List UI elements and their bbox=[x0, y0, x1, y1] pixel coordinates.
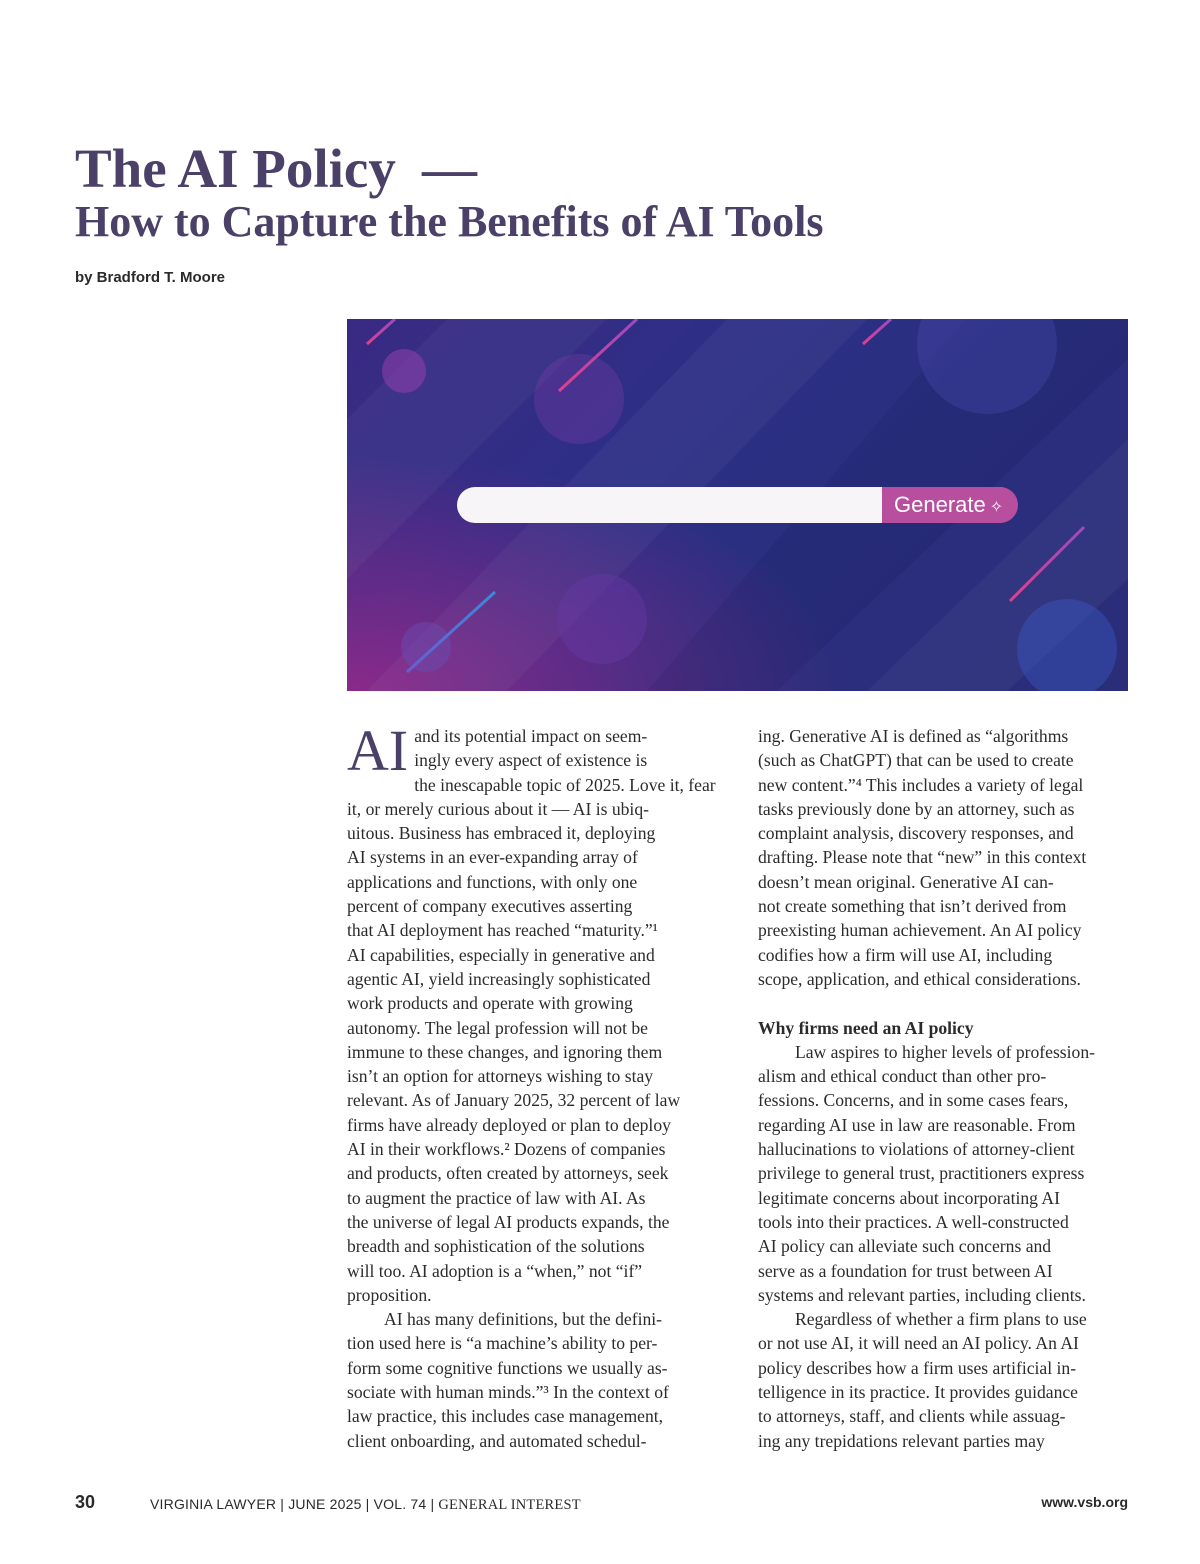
text-line: doesn’t mean original. Generative AI can- bbox=[758, 871, 1054, 892]
body-column-1 bbox=[347, 718, 721, 1453]
text-line: complaint analysis, discovery responses, and bbox=[758, 823, 1074, 844]
text-line: new content.”⁴ This includes a variety of legal bbox=[758, 774, 1084, 795]
text-line: law practice, this includes case management, bbox=[347, 1406, 664, 1427]
text-line: immune to these changes, and ignoring them bbox=[347, 1041, 663, 1062]
website-link[interactable]: www.vsb.org bbox=[1041, 1494, 1128, 1510]
text-line: preexisting human achievement. An AI policy bbox=[758, 920, 1082, 941]
text-line: fessions. Concerns, and in some cases fears, bbox=[758, 1090, 1069, 1111]
hero-illustration bbox=[347, 319, 1128, 691]
text-line: codifies how a firm will use AI, including bbox=[758, 944, 1053, 965]
text-line: it, or merely curious about it — AI is ubiq- bbox=[347, 798, 649, 819]
text-line: to augment the practice of law with AI. As bbox=[347, 1187, 646, 1208]
text-line: AI policy can alleviate such concerns and bbox=[758, 1236, 1052, 1257]
article-subtitle: How to Capture the Benefits of AI Tools bbox=[75, 197, 824, 246]
text-line: tion used here is “a machine’s ability to per- bbox=[347, 1333, 658, 1354]
text-line: hallucinations to violations of attorney-client bbox=[758, 1139, 1075, 1160]
text-line: not create something that isn’t derived from bbox=[758, 896, 1067, 917]
text-line: uitous. Business has embraced it, deploying bbox=[347, 823, 656, 844]
text-line: policy describes how a firm uses artificial in- bbox=[758, 1357, 1077, 1378]
page-number: 30 bbox=[75, 1492, 96, 1512]
text-line: and products, often created by attorneys, seek bbox=[347, 1163, 669, 1184]
text-line: firms have already deployed or plan to deploy bbox=[347, 1114, 671, 1135]
title-dash: — bbox=[422, 138, 477, 199]
text-line: Regardless of whether a firm plans to use bbox=[795, 1309, 1087, 1330]
text-line: scope, application, and ethical considerations. bbox=[758, 968, 1081, 989]
text-line: privilege to general trust, practitioners express bbox=[758, 1163, 1085, 1184]
text-line: and its potential impact on seem- bbox=[414, 726, 648, 746]
text-line: autonomy. The legal profession will not be bbox=[347, 1017, 648, 1038]
text-line: legitimate concerns about incorporating AI bbox=[758, 1187, 1060, 1208]
text-line: AI systems in an ever-expanding array of bbox=[347, 847, 638, 868]
sparkle-icon: ✧ bbox=[989, 499, 1004, 516]
text-line: tools into their practices. A well-constructed bbox=[758, 1211, 1069, 1232]
text-line: that AI deployment has reached “maturity.”¹ bbox=[347, 920, 658, 941]
text-line: relevant. As of January 2025, 32 percent of law bbox=[347, 1090, 681, 1111]
text-line: ing. Generative AI is defined as “algorithms bbox=[758, 726, 1069, 746]
text-line: telligence in its practice. It provides guidance bbox=[758, 1382, 1078, 1403]
text-line: will too. AI adoption is a “when,” not “if” bbox=[347, 1260, 643, 1281]
text-line: AI has many definitions, but the defini- bbox=[384, 1309, 663, 1330]
generate-button[interactable] bbox=[882, 487, 1018, 523]
text-line: drafting. Please note that “new” in this context bbox=[758, 847, 1087, 868]
text-line: sociate with human minds.”³ In the context of bbox=[347, 1382, 669, 1403]
text-line: Law aspires to higher levels of profession- bbox=[795, 1041, 1095, 1062]
text-line: the universe of legal AI products expands, the bbox=[347, 1211, 670, 1232]
text-line: ingly every aspect of existence is bbox=[414, 750, 648, 771]
journal-name-date: VIRGINIA LAWYER | JUNE 2025 | VOL. 74 | bbox=[150, 1496, 435, 1512]
generate-label: Generate bbox=[894, 492, 986, 517]
section-heading: Why firms need an AI policy bbox=[758, 1017, 974, 1038]
text-line: (such as ChatGPT) that can be used to create bbox=[758, 750, 1074, 771]
text-line: client onboarding, and automated schedul- bbox=[347, 1430, 647, 1451]
text-line: work products and operate with growing bbox=[347, 993, 633, 1014]
text-line: regarding AI use in law are reasonable. From bbox=[758, 1114, 1076, 1135]
text-line: proposition. bbox=[347, 1284, 432, 1305]
text-line: the inescapable topic of 2025. Love it, fear bbox=[414, 774, 716, 795]
dropcap: AI bbox=[347, 718, 409, 783]
text-line: systems and relevant parties, including clients. bbox=[758, 1284, 1086, 1305]
text-line: or not use AI, it will need an AI policy. An AI bbox=[758, 1333, 1079, 1354]
text-line: agentic AI, yield increasingly sophisticated bbox=[347, 968, 651, 989]
text-line: form some cognitive functions we usually as- bbox=[347, 1357, 668, 1378]
article-title: The AI Policy bbox=[75, 138, 396, 199]
text-line: breadth and sophistication of the solutions bbox=[347, 1236, 645, 1257]
text-line: tasks previously done by an attorney, such as bbox=[758, 798, 1075, 819]
text-line: to attorneys, staff, and clients while assuag- bbox=[758, 1406, 1066, 1427]
text-line: ing any trepidations relevant parties may bbox=[758, 1430, 1045, 1451]
journal-info bbox=[150, 1496, 581, 1514]
text-line: applications and functions, with only one bbox=[347, 871, 638, 892]
text-line: serve as a foundation for trust between AI bbox=[758, 1260, 1053, 1281]
section-name: GENERAL INTEREST bbox=[438, 1497, 581, 1513]
text-line: isn’t an option for attorneys wishing to stay bbox=[347, 1066, 654, 1087]
body-column-2 bbox=[758, 724, 1132, 1453]
text-line: percent of company executives asserting bbox=[347, 896, 633, 917]
text-line: AI capabilities, especially in generative and bbox=[347, 944, 655, 965]
byline: by Bradford T. Moore bbox=[75, 269, 226, 286]
text-line: AI in their workflows.² Dozens of companies bbox=[347, 1139, 666, 1160]
text-line: alism and ethical conduct than other pro- bbox=[758, 1066, 1047, 1087]
